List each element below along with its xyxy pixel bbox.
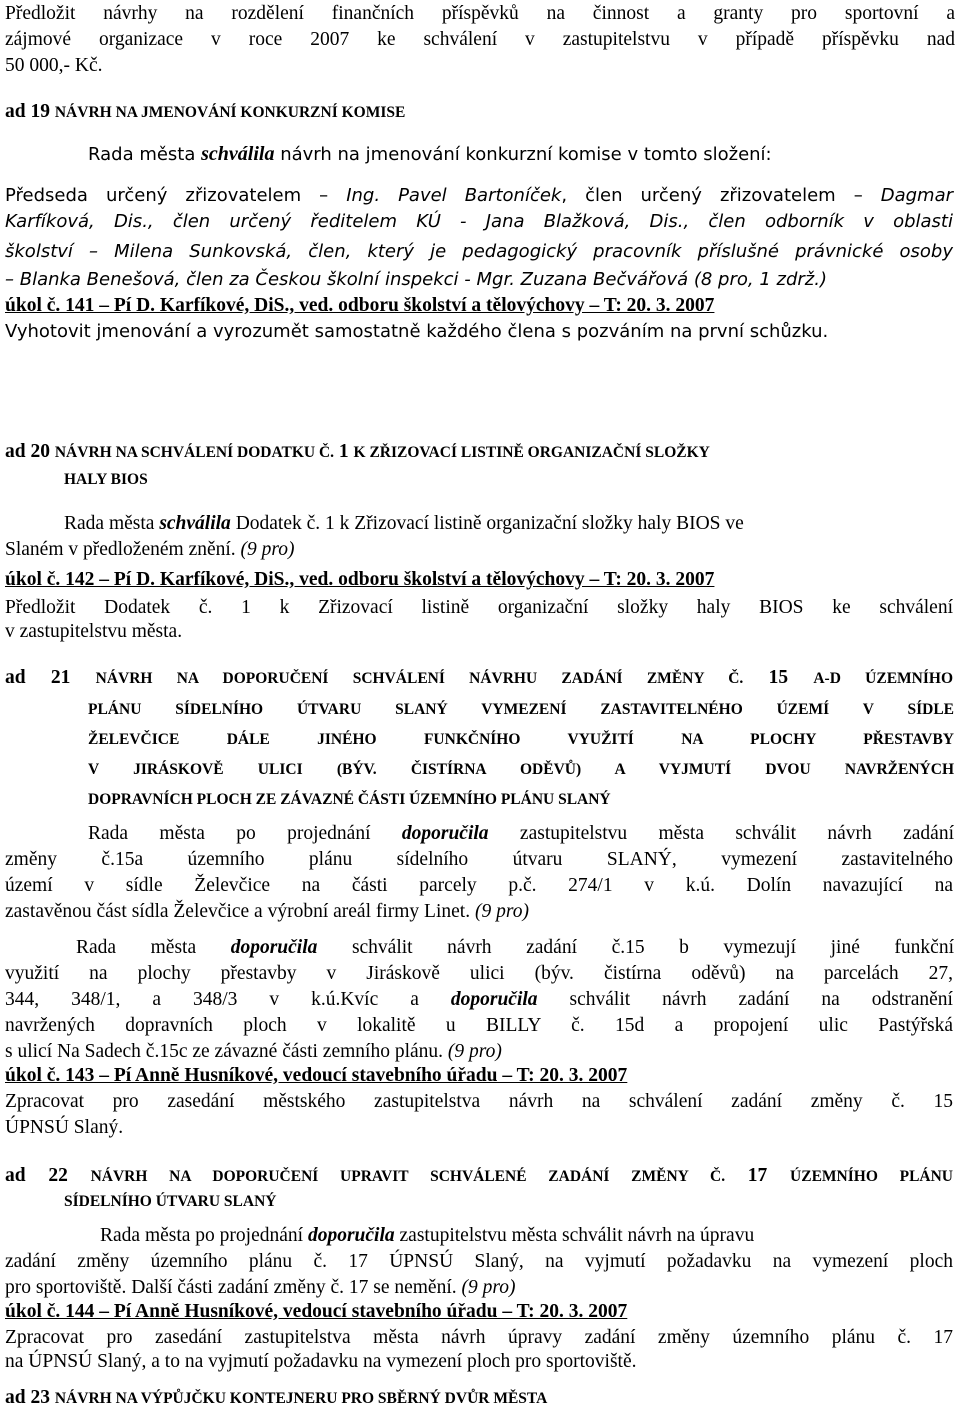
item-21-p1-line-3: území v sídle Želevčice na části parcely p.č. 274/1 v k.ú. Dolín navazující na bbox=[5, 875, 953, 896]
item-19-heading bbox=[5, 100, 955, 125]
item-22-title: ÚZEMNÍHO PLÁNU bbox=[790, 1168, 954, 1185]
commission-name: Mgr. Zuzana Bečvářová bbox=[476, 269, 689, 290]
item-21-task: úkol č. 143 – Pí Anně Husníkové, vedoucí stavebního úřadu – T: 20. 3. 2007 bbox=[5, 1065, 628, 1086]
item-21-title-line-4: V JIRÁSKOVĚ ULICI (BÝV. ČISTÍRNA ODĚVŮ) A VYJMUTÍ DVOU NAVRŽENÝCH bbox=[88, 761, 954, 778]
item-21-title-line-3: ŽELEVČICE DÁLE JINÉHO FUNKČNÍHO VYUŽITÍ NA PLOCHY PŘESTAVBY bbox=[88, 731, 954, 748]
item-21-title: A-D ÚZEMNÍHO bbox=[813, 670, 953, 687]
item-20-task-text-1: Předložit Dodatek č. 1 k Zřizovací listině organizační složky haly BIOS ke schválení bbox=[5, 597, 953, 618]
item-22-title: NÁVRH NA DOPORUČENÍ UPRAVIT SCHVÁLENÉ ZADÁNÍ ZMĚNY Č. bbox=[90, 1168, 726, 1185]
item-20-title-cont: HALY BIOS bbox=[64, 471, 148, 488]
item-19-line-2 bbox=[5, 184, 953, 208]
resolution-verb: schválila bbox=[159, 513, 231, 534]
item-22-task-text-1: Zpracovat pro zasedání zastupitelstva města návrh úpravy zadání změny územního plánu č. 17 bbox=[5, 1327, 953, 1348]
resolution-text: Dodatek č. 1 k Zřizovací listině organizační složky haly BIOS ve bbox=[230, 513, 744, 534]
item-19-title: NÁVRH NA JMENOVÁNÍ KONKURZNÍ KOMISE bbox=[54, 104, 406, 121]
item-21-p2-line-5 bbox=[5, 1040, 955, 1064]
resolution-text: zastupitelstvu města schválit návrh na úpravu bbox=[394, 1225, 755, 1246]
item-22-title-line-2: SÍDELNÍHO ÚTVARU SLANÝ bbox=[64, 1193, 277, 1210]
vote-result: (9 pro) bbox=[474, 901, 529, 922]
commission-name: Dagmar bbox=[880, 185, 953, 206]
resolution-text: Rada města bbox=[88, 144, 202, 165]
commission-name: Ing. Pavel Bartoníček bbox=[346, 185, 562, 206]
item-22-heading bbox=[5, 1164, 953, 1189]
item-23-title: NÁVRH NA VÝPŮJČKU KONTEJNERU PRO SBĚRNÝ DVŮR MĚSTA bbox=[54, 1390, 548, 1407]
resolution-text: Slaném v předloženém znění. bbox=[5, 539, 241, 560]
item-19-task-text: Vyhotovit jmenování a vyrozumět samostatně každého člena s pozváním na první schůzku. bbox=[5, 321, 829, 342]
resolution-text: schválit návrh zadání č.15 b vymezují jiné funkční bbox=[317, 937, 954, 958]
item-21-title-line-2: PLÁNU SÍDELNÍHO ÚTVARU SLANÝ VYMEZENÍ ZASTAVITELNÉHO ÚZEMÍ V SÍDLE bbox=[88, 701, 954, 718]
resolution-text: Rada města po projednání bbox=[88, 823, 402, 844]
commission-text: , člen určený zřizovatelem – bbox=[561, 185, 881, 206]
item-21-p2-line-3 bbox=[5, 988, 953, 1012]
item-22-line-3 bbox=[5, 1276, 955, 1300]
item-21-resolution-2 bbox=[76, 936, 954, 960]
item-19-line-4: školství – Milena Sunkovská, člen, který je pedagogický pracovník příslušné právnické osoby bbox=[5, 241, 953, 262]
commission-text: – Blanka Benešová, člen za Českou školní inspekci - bbox=[5, 269, 477, 290]
item-19-resolution bbox=[88, 142, 948, 167]
resolution-text: zastavěnou část sídla Želevčice a výrobní areál firmy Linet. bbox=[5, 901, 475, 922]
item-22-ad: ad 22 bbox=[5, 1165, 68, 1186]
resolution-text: zastupitelstvu města schválit návrh zadání bbox=[488, 823, 954, 844]
item-21-task-text-1: Zpracovat pro zasedání městského zastupitelstva návrh na schválení zadání změny č. 15 bbox=[5, 1091, 953, 1112]
item-20-line-2 bbox=[5, 538, 955, 562]
resolution-text: Rada města po projednání bbox=[100, 1225, 308, 1246]
item-20-task-text-2: v zastupitelstvu města. bbox=[5, 621, 183, 642]
resolution-text: s ulicí Na Sadech č.15c ze závazné části zemního plánu. bbox=[5, 1041, 448, 1062]
resolution-text: Rada města bbox=[64, 513, 160, 534]
item-21-p2-line-4: navržených dopravních ploch v lokalitě u BILLY č. 15d a propojení ulic Pastýřská bbox=[5, 1015, 953, 1036]
item-21-resolution-1 bbox=[88, 822, 954, 846]
item-19-ad: ad 19 bbox=[5, 101, 50, 122]
resolution-text: Rada města bbox=[76, 937, 231, 958]
resolution-verb: doporučila bbox=[230, 937, 318, 958]
item-22-task: úkol č. 144 – Pí Anně Husníkové, vedoucí stavebního úřadu – T: 20. 3. 2007 bbox=[5, 1301, 628, 1322]
item-21-p1-line-4 bbox=[5, 900, 955, 924]
item-20-ad: ad 20 bbox=[5, 441, 50, 462]
vote-result: (9 pro) bbox=[240, 539, 295, 560]
item-23-heading bbox=[5, 1386, 955, 1411]
intro-line-2: zájmové organizace v roce 2007 ke schválení v zastupitelstvu v případě příspěvku nad bbox=[5, 29, 955, 50]
intro-line-3: 50 000,- Kč. bbox=[5, 55, 103, 76]
item-21-title-line-5: DOPRAVNÍCH PLOCH ZE ZÁVAZNÉ ČÁSTI ÚZEMNÍHO PLÁNU SLANÝ bbox=[88, 791, 611, 808]
item-19-task: úkol č. 141 – Pí D. Karfíkové, DiS., ved. odboru školství a tělovýchovy – T: 20. 3. 2007 bbox=[5, 295, 715, 316]
resolution-verb: doporučila bbox=[450, 989, 538, 1010]
item-22-resolution bbox=[100, 1224, 954, 1248]
item-21-p2-line-2: využití na plochy přestavby v Jiráskově ulici (býv. čistírna oděvů) na parcelách 27, bbox=[5, 963, 953, 984]
item-21-p1-line-2: změny č.15a územního plánu sídelního útvaru SLANÝ, vymezení zastavitelného bbox=[5, 849, 953, 870]
item-22-number: 17 bbox=[725, 1165, 791, 1186]
commission-text: Předseda určený zřizovatelem – bbox=[5, 185, 347, 206]
item-22-task-text-2: na ÚPNSÚ Slaný, a to na vyjmutí požadavku na vymezení ploch pro sportoviště. bbox=[5, 1351, 637, 1372]
item-19-line-5 bbox=[5, 268, 955, 292]
item-21-ad: ad 21 bbox=[5, 667, 71, 688]
resolution-text: pro sportoviště. Další části zadání změny č. 17 se nemění. bbox=[5, 1277, 462, 1298]
item-21-heading bbox=[5, 666, 953, 691]
item-23-ad: ad 23 bbox=[5, 1387, 50, 1408]
item-20-number: 1 bbox=[334, 441, 354, 462]
item-22-line-2: zadání změny územního plánu č. 17 ÚPNSÚ Slaný, na vyjmutí požadavku na vymezení ploch bbox=[5, 1251, 953, 1272]
resolution-text: návrh na jmenování konkurzní komise v tomto složení: bbox=[274, 144, 772, 165]
item-20-heading bbox=[5, 440, 955, 465]
item-19-line-3: Karfíková, Dis., člen určený ředitelem KÚ - Jana Blažková, Dis., člen odborník v oblasti bbox=[5, 211, 953, 232]
resolution-verb: schválila bbox=[201, 143, 275, 165]
item-21-task-text-2: ÚPNSÚ Slaný. bbox=[5, 1117, 124, 1138]
item-21-title: NÁVRH NA DOPORUČENÍ SCHVÁLENÍ NÁVRHU ZADÁNÍ ZMĚNY Č. bbox=[95, 670, 744, 687]
resolution-text: schválit návrh zadání na odstranění bbox=[537, 989, 953, 1010]
item-20-resolution bbox=[64, 512, 954, 536]
resolution-verb: doporučila bbox=[401, 823, 489, 844]
item-20-title: NÁVRH NA SCHVÁLENÍ DODATKU Č. bbox=[54, 444, 335, 461]
item-20-title: K ZŘIZOVACÍ LISTINĚ ORGANIZAČNÍ SLOŽKY bbox=[353, 444, 710, 461]
vote-result: (9 pro) bbox=[461, 1277, 516, 1298]
item-21-number: 15 bbox=[743, 667, 814, 688]
vote-result: (8 pro, 1 zdrž.) bbox=[688, 269, 827, 290]
resolution-verb: doporučila bbox=[307, 1225, 395, 1246]
vote-result: (9 pro) bbox=[447, 1041, 502, 1062]
intro-line-1: Předložit návrhy na rozdělení finančních příspěvků na činnost a granty pro sportovní a bbox=[5, 3, 955, 24]
resolution-text: 344, 348/1, a 348/3 v k.ú.Kvíc a bbox=[5, 989, 451, 1010]
item-20-task: úkol č. 142 – Pí D. Karfíkové, DiS., ved. odboru školství a tělovýchovy – T: 20. 3. 2007 bbox=[5, 569, 715, 590]
